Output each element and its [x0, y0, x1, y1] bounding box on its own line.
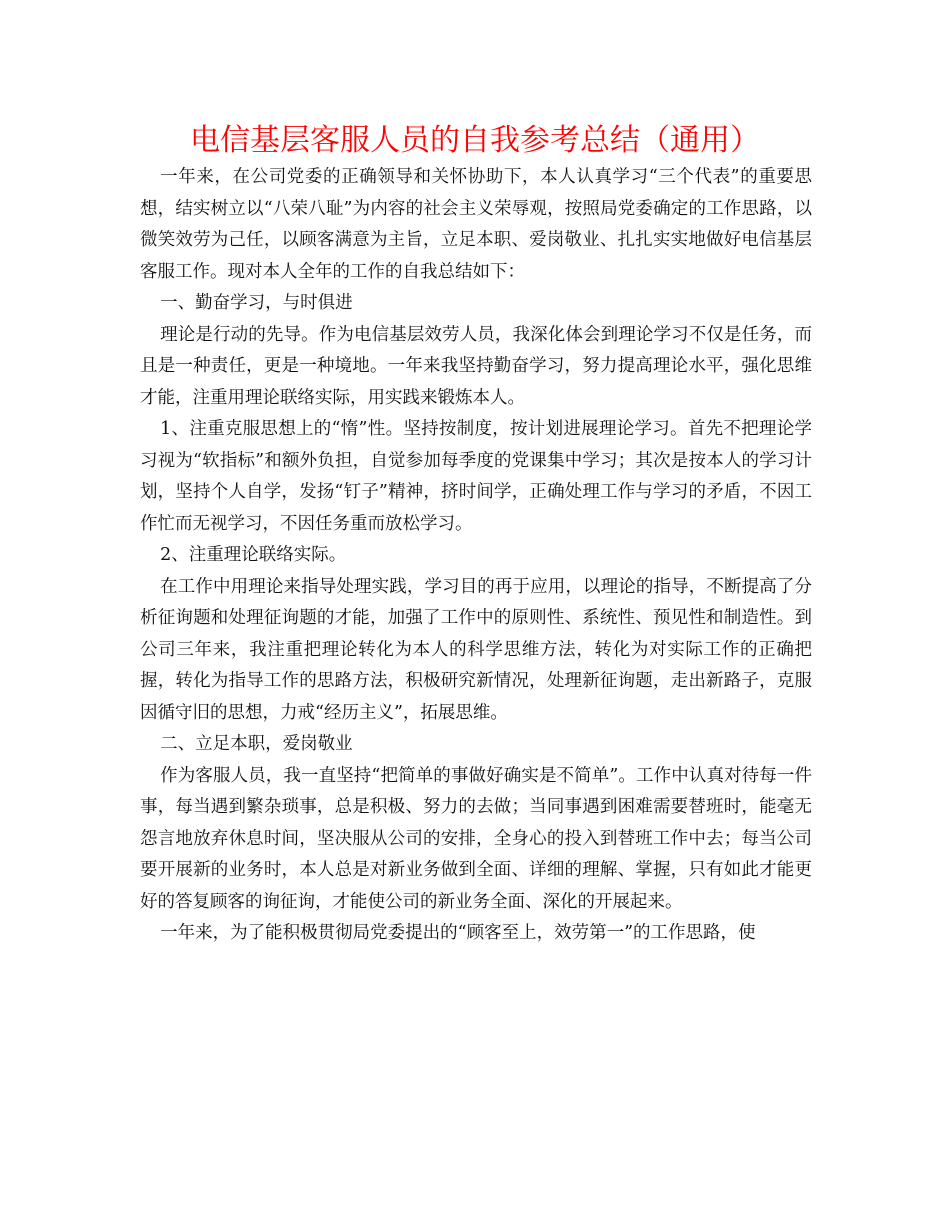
paragraph-closing: 一年来，为了能积极贯彻局党委提出的“顾客至上，效劳第一”的工作思路，使 [160, 923, 756, 943]
paragraph-point-2-heading: 2、注重理论联络实际。 [160, 545, 347, 565]
paragraph-service: 作为客服人员，我一直坚持“把简单的事做好确实是不简单”。工作中认真对待每一件事，每当遇到繁杂琐事，总是积极、努力的去做；当同事遇到困难需要替班时，能毫无怨言地放弃休息时间，坚决服从公司的安排，全身心的投入到替班工作中去；每当公司要开展新的业务时，本人总是对新业务做到全面、详细的理解、掌握，只有如此才能更好的答复顾客的询征询，才能使公司的新业务全面、深化的开展起来。 [140, 765, 812, 912]
document-body [140, 162, 812, 950]
paragraph-point-1: 1、注重克服思想上的“惰”性。坚持按制度，按计划进展理论学习。首先不把理论学习视为“软指标”和额外负担，自觉参加每季度的党课集中学习；其次是按本人的学习计划，坚持个人自学，发扬“钉子”精神，挤时间学，正确处理工作与学习的矛盾，不因工作忙而无视学习，不因任务重而放松学习。 [140, 419, 812, 534]
paragraph-practice: 在工作中用理论来指导处理实践，学习目的再于应用，以理论的指导，不断提高了分析征询题和处理征询题的才能，加强了工作中的原则性、系统性、预见性和制造性。到公司三年来，我注重把理论转化为本人的科学思维方法，转化为对实际工作的正确把握，转化为指导工作的思路方法，积极研究新情况，处理新征询题，走出新路子，克服因循守旧的思想，力戒“经历主义”，拓展思维。 [140, 576, 812, 723]
document-title: 电信基层客服人员的自我参考总结（通用） [190, 123, 760, 158]
section-heading-2: 二、立足本职，爱岗敬业 [160, 734, 353, 754]
paragraph-theory: 理论是行动的先导。作为电信基层效劳人员，我深化体会到理论学习不仅是任务，而且是一种责任，更是一种境地。一年来我坚持勤奋学习，努力提高理论水平，强化思维才能，注重用理论联络实际，用实践来锻炼本人。 [140, 324, 812, 408]
section-heading-1: 一、勤奋学习，与时俱进 [160, 293, 353, 313]
paragraph-intro: 一年来，在公司党委的正确领导和关怀协助下，本人认真学习“三个代表”的重要思想，结实树立以“八荣八耻”为内容的社会主义荣辱观，按照局党委确定的工作思路，以微笑效劳为己任，以顾客满意为主旨，立足本职、爱岗敬业、扎扎实实地做好电信基层客服工作。现对本人全年的工作的自我总结如下： [140, 167, 812, 282]
